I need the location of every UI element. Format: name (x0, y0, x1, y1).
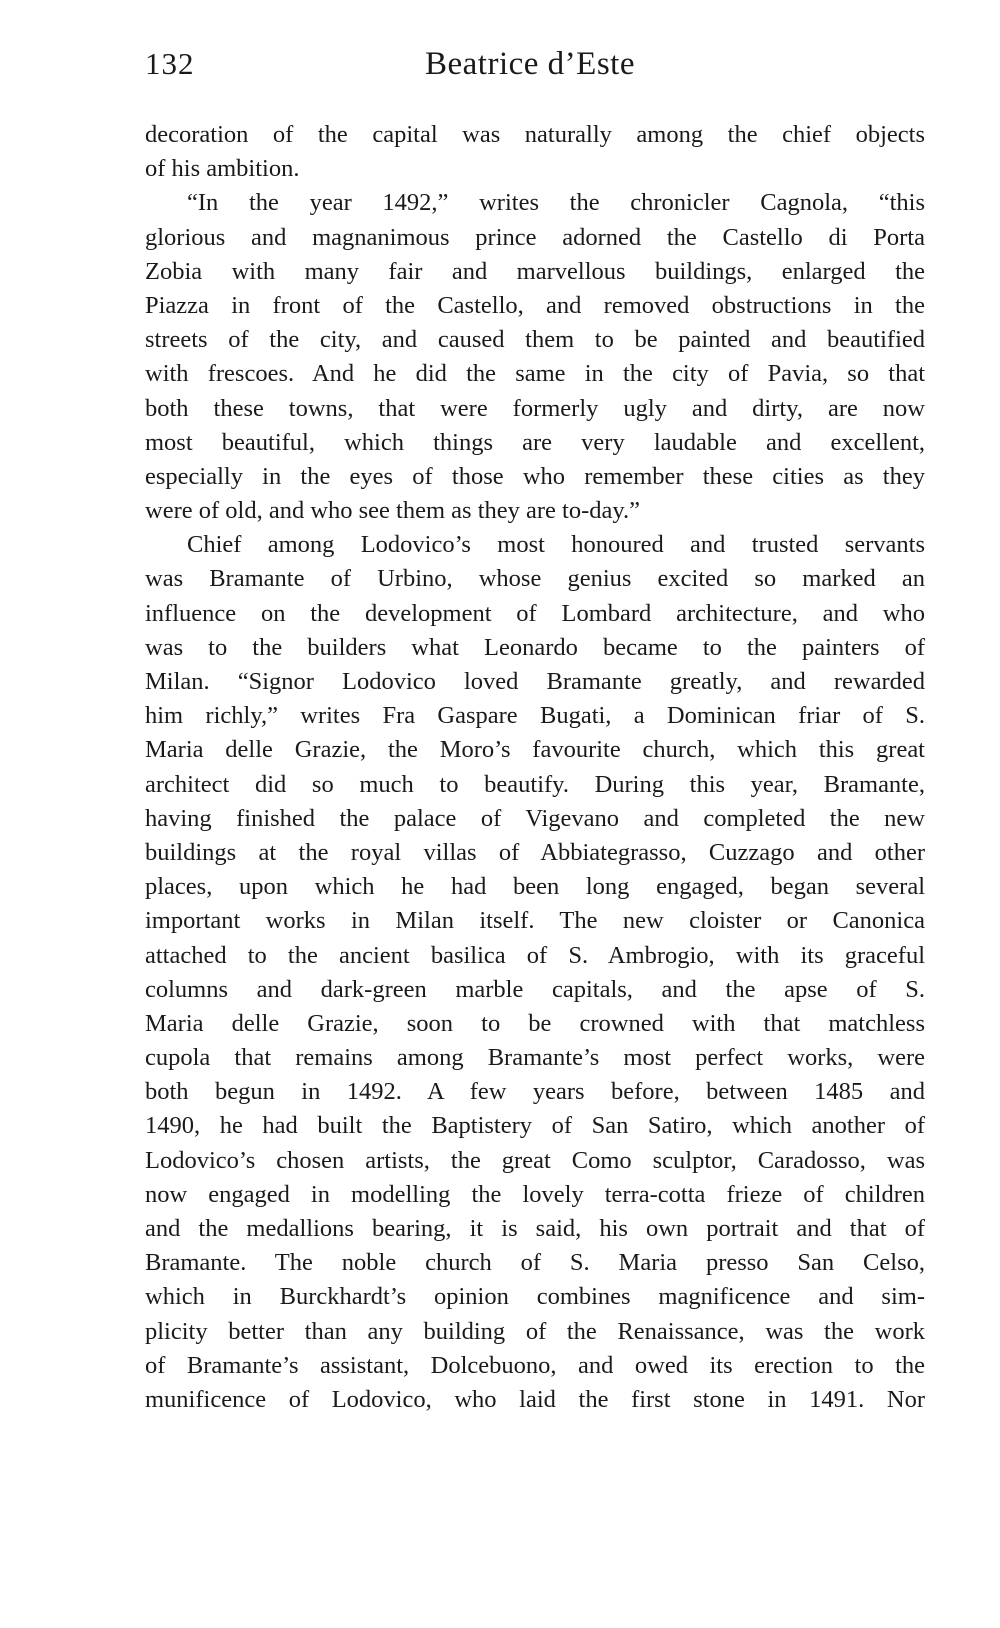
text-line: which in Burckhardt’s opinion combines magnificence and sim- (145, 1283, 925, 1311)
text-line: important works in Milan itself. The new cloister or Canonica (145, 907, 925, 935)
text-line: Maria delle Grazie, soon to be crowned with that matchless (145, 1009, 925, 1037)
running-head (145, 46, 925, 94)
text-line: especially in the eyes of those who remember these cities as they (145, 462, 925, 490)
text-line: munificence of Lodovico, who laid the first stone in 1491. Nor (145, 1385, 925, 1413)
text-line: with frescoes. And he did the same in the city of Pavia, so that (145, 360, 925, 388)
text-line: cupola that remains among Bramante’s most perfect works, were (145, 1044, 925, 1072)
text-line: architect did so much to beautify. During this year, Bramante, (145, 770, 925, 798)
text-line: Bramante. The noble church of S. Maria presso San Celso, (145, 1249, 925, 1277)
text-line: glorious and magnanimous prince adorned the Castello di Porta (145, 223, 925, 251)
text-line: Milan. “Signor Lodovico loved Bramante greatly, and rewarded (145, 668, 925, 695)
text-line: both begun in 1492. A few years before, between 1485 and (145, 1078, 925, 1106)
text-line: Piazza in front of the Castello, and removed obstructions in the (145, 291, 925, 319)
text-line: was Bramante of Urbino, whose genius excited so marked an (145, 565, 925, 593)
text-line: places, upon which he had been long engaged, began several (145, 873, 925, 901)
text-line: Chief among Lodovico’s most honoured and trusted servants (187, 531, 925, 559)
text-line: now engaged in modelling the lovely terra-cotta frieze of children (145, 1180, 925, 1208)
running-title: Beatrice d’Este (425, 46, 635, 82)
text-line: plicity better than any building of the Renaissance, was the work (145, 1317, 925, 1345)
text-line: of his ambition. (145, 155, 300, 183)
text-line: Maria delle Grazie, the Moro’s favourite church, which this great (145, 736, 925, 764)
text-line: and the medallions bearing, it is said, his own portrait and that of (145, 1215, 925, 1242)
text-line: most beautiful, which things are very laudable and excellent, (145, 428, 925, 456)
text-line: both these towns, that were formerly ugly and dirty, are now (145, 394, 925, 422)
text-line: columns and dark-green marble capitals, and the apse of S. (145, 975, 925, 1003)
text-line: him richly,” writes Fra Gaspare Bugati, a Dominican friar of S. (145, 702, 925, 730)
text-line: attached to the ancient basilica of S. Ambrogio, with its graceful (145, 941, 925, 969)
text-line: streets of the city, and caused them to be painted and beautified (145, 326, 925, 354)
text-line: buildings at the royal villas of Abbiategrasso, Cuzzago and other (145, 838, 925, 866)
text-line: Zobia with many fair and marvellous buildings, enlarged the (145, 257, 925, 285)
text-line: having finished the palace of Vigevano and completed the new (145, 804, 925, 832)
text-line: were of old, and who see them as they are to-day.” (145, 497, 641, 525)
text-line: was to the builders what Leonardo became to the painters of (145, 633, 925, 661)
text-line: decoration of the capital was naturally among the chief objects (145, 121, 925, 148)
text-line: of Bramante’s assistant, Dolcebuono, and owed its erection to the (145, 1351, 925, 1379)
text-line: “In the year 1492,” writes the chronicler Cagnola, “this (187, 189, 925, 217)
page-number: 132 (145, 46, 195, 81)
text-line: influence on the development of Lombard architecture, and who (145, 599, 925, 627)
body-text (145, 118, 925, 1417)
text-line: 1490, he had built the Baptistery of San Satiro, which another of (145, 1112, 925, 1140)
text-line: Lodovico’s chosen artists, the great Como sculptor, Caradosso, was (145, 1146, 925, 1174)
